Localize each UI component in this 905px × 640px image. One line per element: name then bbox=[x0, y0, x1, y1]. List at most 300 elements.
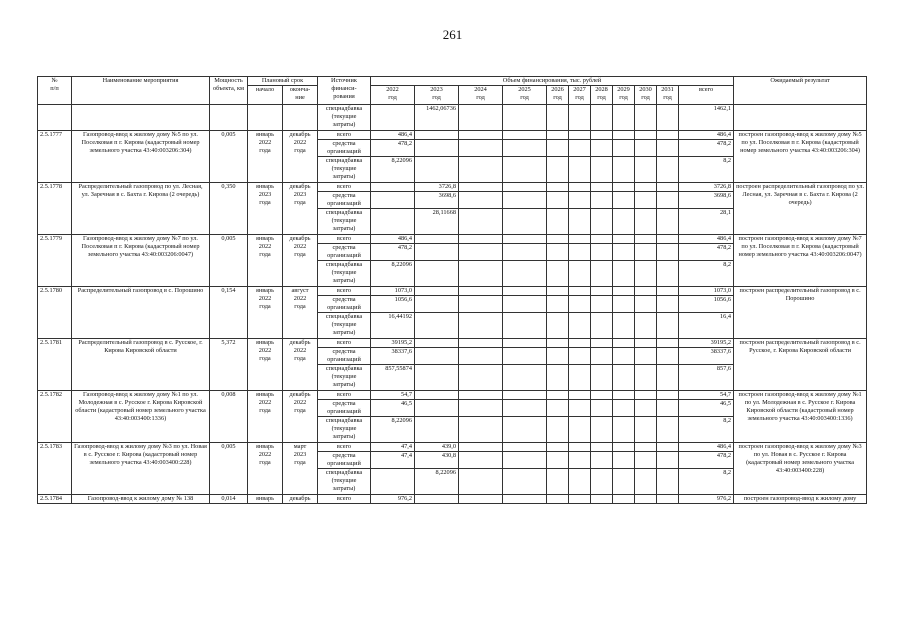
year-value bbox=[657, 313, 679, 339]
year-value bbox=[503, 105, 547, 131]
project-name: Распределительный газопровод в с. Русское, г. Кирова Кировской области bbox=[72, 339, 210, 391]
year-value bbox=[591, 339, 613, 348]
header-year: 2025 год bbox=[503, 86, 547, 105]
year-value bbox=[547, 235, 569, 244]
year-value bbox=[569, 348, 591, 365]
year-value bbox=[547, 339, 569, 348]
year-value bbox=[503, 157, 547, 183]
year-value bbox=[503, 452, 547, 469]
year-value bbox=[459, 157, 503, 183]
total-value: 3726,8 bbox=[679, 183, 734, 192]
funding-source: всего bbox=[318, 339, 371, 348]
project-start: январь 2022 года bbox=[248, 235, 283, 287]
project-name: Газопровод-ввод к жилому дому №5 по ул. Поселковая п г. Кирова (кадастровый номер земельного участка 43:40:003206:304) bbox=[72, 131, 210, 183]
project-number: 2.5.1778 bbox=[38, 183, 72, 235]
year-value bbox=[459, 140, 503, 157]
year-value bbox=[569, 296, 591, 313]
year-value bbox=[371, 183, 415, 192]
total-value: 478,2 bbox=[679, 140, 734, 157]
year-value bbox=[635, 287, 657, 296]
total-value: 8,2 bbox=[679, 157, 734, 183]
year-value bbox=[503, 209, 547, 235]
total-value: 1073,0 bbox=[679, 287, 734, 296]
year-value bbox=[503, 400, 547, 417]
funding-source: средства организаций bbox=[318, 192, 371, 209]
total-value: 478,2 bbox=[679, 244, 734, 261]
project-capacity: 0,005 bbox=[210, 443, 248, 495]
year-value bbox=[547, 391, 569, 400]
year-value bbox=[569, 235, 591, 244]
project-capacity: 0,005 bbox=[210, 131, 248, 183]
year-value bbox=[613, 157, 635, 183]
year-value: 47,4 bbox=[371, 443, 415, 452]
year-value bbox=[459, 339, 503, 348]
year-value bbox=[415, 140, 459, 157]
year-value bbox=[415, 131, 459, 140]
year-value bbox=[415, 365, 459, 391]
year-value bbox=[459, 287, 503, 296]
year-value bbox=[569, 495, 591, 504]
year-value: 1073,0 bbox=[371, 287, 415, 296]
year-value bbox=[635, 235, 657, 244]
expected-result: построен газопровод-ввод к жилому дому №1 по ул. Молодежная в с. Русское г. Кирова Кировской области (кадастровый номер земельного участка 43:40:003400:1336) bbox=[734, 391, 867, 443]
year-value bbox=[613, 192, 635, 209]
project-name: Газопровод-ввод к жилому дому №3 по ул. Новая в с. Русское г. Кирова (кадастровый номер земельного участка 43:40:003400:228) bbox=[72, 443, 210, 495]
funding-source: спецнадбавка (текущие затраты) bbox=[318, 417, 371, 443]
year-value bbox=[371, 209, 415, 235]
year-value bbox=[569, 313, 591, 339]
year-value bbox=[591, 140, 613, 157]
year-value bbox=[371, 192, 415, 209]
header-end: оконча- ние bbox=[283, 86, 318, 105]
header-num: № п/п bbox=[38, 77, 72, 105]
total-value: 3698,6 bbox=[679, 192, 734, 209]
year-value bbox=[415, 391, 459, 400]
header-year: 2022 год bbox=[371, 86, 415, 105]
year-value: 857,55874 bbox=[371, 365, 415, 391]
year-value bbox=[635, 443, 657, 452]
total-value: 8,2 bbox=[679, 417, 734, 443]
total-value: 54,7 bbox=[679, 391, 734, 400]
header-start: начало bbox=[248, 86, 283, 105]
year-value bbox=[459, 452, 503, 469]
year-value bbox=[613, 339, 635, 348]
project-start: январь 2022 года bbox=[248, 443, 283, 495]
year-value bbox=[547, 183, 569, 192]
project-start: январь 2022 года bbox=[248, 287, 283, 339]
year-value bbox=[591, 131, 613, 140]
year-value bbox=[591, 469, 613, 495]
project-start: январь 2022 года bbox=[248, 339, 283, 391]
total-value: 28,1 bbox=[679, 209, 734, 235]
total-value: 486,4 bbox=[679, 443, 734, 452]
year-value bbox=[569, 400, 591, 417]
project-end: декабрь 2022 года bbox=[283, 131, 318, 183]
year-value: 3698,6 bbox=[415, 192, 459, 209]
year-value bbox=[635, 365, 657, 391]
financing-table bbox=[37, 76, 867, 504]
year-value bbox=[547, 313, 569, 339]
year-value bbox=[635, 157, 657, 183]
funding-source: спецнадбавка (текущие затраты) bbox=[318, 157, 371, 183]
project-capacity: 0,008 bbox=[210, 391, 248, 443]
funding-source: спецнадбавка (текущие затраты) bbox=[318, 105, 371, 131]
year-value: 1056,6 bbox=[371, 296, 415, 313]
carry-over-row bbox=[38, 105, 867, 131]
total-value: 46,5 bbox=[679, 400, 734, 417]
project-start: январь 2022 года bbox=[248, 391, 283, 443]
year-value bbox=[613, 452, 635, 469]
year-value bbox=[569, 339, 591, 348]
year-value bbox=[613, 131, 635, 140]
project-start: январь 2022 года bbox=[248, 131, 283, 183]
year-value bbox=[547, 452, 569, 469]
year-value bbox=[613, 183, 635, 192]
year-value bbox=[547, 244, 569, 261]
year-value bbox=[591, 261, 613, 287]
funding-source: всего bbox=[318, 183, 371, 192]
total-value: 8,2 bbox=[679, 261, 734, 287]
empty-cell bbox=[210, 105, 248, 131]
project-name: Газопровод-ввод к жилому дому № 138 bbox=[72, 495, 210, 504]
year-value bbox=[635, 495, 657, 504]
year-value bbox=[635, 140, 657, 157]
expected-result: построен распределительный газопровод в с. Порошино bbox=[734, 287, 867, 339]
year-value: 46,5 bbox=[371, 400, 415, 417]
year-value bbox=[503, 244, 547, 261]
empty-cell bbox=[283, 105, 318, 131]
year-value bbox=[657, 235, 679, 244]
year-value bbox=[591, 417, 613, 443]
year-value bbox=[613, 469, 635, 495]
year-value bbox=[415, 417, 459, 443]
year-value bbox=[657, 209, 679, 235]
total-value: 38337,6 bbox=[679, 348, 734, 365]
year-value bbox=[569, 131, 591, 140]
year-value bbox=[569, 391, 591, 400]
year-value bbox=[569, 365, 591, 391]
total-value: 486,4 bbox=[679, 131, 734, 140]
year-value bbox=[415, 287, 459, 296]
year-value bbox=[415, 348, 459, 365]
year-value: 3726,8 bbox=[415, 183, 459, 192]
project-capacity: 0,005 bbox=[210, 235, 248, 287]
year-value bbox=[569, 192, 591, 209]
table-row bbox=[38, 287, 867, 296]
table-row bbox=[38, 391, 867, 400]
year-value: 478,2 bbox=[371, 244, 415, 261]
year-value bbox=[503, 443, 547, 452]
year-value bbox=[657, 287, 679, 296]
year-value bbox=[459, 131, 503, 140]
year-value bbox=[459, 443, 503, 452]
year-value bbox=[613, 261, 635, 287]
year-value bbox=[635, 313, 657, 339]
funding-source: всего bbox=[318, 235, 371, 244]
year-value bbox=[635, 183, 657, 192]
total-value: 8,2 bbox=[679, 469, 734, 495]
year-value bbox=[657, 105, 679, 131]
year-value bbox=[613, 391, 635, 400]
year-value bbox=[635, 261, 657, 287]
project-capacity: 0,154 bbox=[210, 287, 248, 339]
year-value bbox=[613, 140, 635, 157]
header-year: 2026 год bbox=[547, 86, 569, 105]
header-year: 2027 год bbox=[569, 86, 591, 105]
year-value bbox=[635, 209, 657, 235]
year-value bbox=[459, 417, 503, 443]
year-value bbox=[415, 261, 459, 287]
year-value bbox=[635, 105, 657, 131]
year-value bbox=[613, 443, 635, 452]
table-row bbox=[38, 235, 867, 244]
year-value bbox=[415, 400, 459, 417]
project-capacity: 5,372 bbox=[210, 339, 248, 391]
year-value bbox=[415, 157, 459, 183]
year-value bbox=[657, 400, 679, 417]
year-value bbox=[547, 417, 569, 443]
funding-source: средства организаций bbox=[318, 452, 371, 469]
project-name: Газопровод-ввод к жилому дому №1 по ул. Молодежная в с. Русское г. Кирова Кировской области (кадастровый номер земельного участка 43:40:003400:1336) bbox=[72, 391, 210, 443]
project-number: 2.5.1782 bbox=[38, 391, 72, 443]
header-period: Плановый срок bbox=[248, 77, 318, 86]
year-value bbox=[459, 391, 503, 400]
project-end: декабрь bbox=[283, 495, 318, 504]
year-value bbox=[415, 244, 459, 261]
year-value bbox=[657, 183, 679, 192]
project-capacity: 0,350 bbox=[210, 183, 248, 235]
year-value bbox=[459, 192, 503, 209]
year-value bbox=[613, 209, 635, 235]
year-value bbox=[459, 235, 503, 244]
project-capacity: 0,014 bbox=[210, 495, 248, 504]
year-value bbox=[591, 296, 613, 313]
year-value bbox=[657, 157, 679, 183]
year-value bbox=[591, 105, 613, 131]
funding-source: средства организаций bbox=[318, 140, 371, 157]
header-year: 2024 год bbox=[459, 86, 503, 105]
year-value: 486,4 bbox=[371, 235, 415, 244]
total-value: 1462,1 bbox=[679, 105, 734, 131]
year-value bbox=[547, 495, 569, 504]
year-value bbox=[547, 209, 569, 235]
year-value bbox=[569, 452, 591, 469]
year-value bbox=[459, 296, 503, 313]
empty-cell bbox=[734, 105, 867, 131]
year-value bbox=[657, 131, 679, 140]
year-value bbox=[635, 391, 657, 400]
project-start: январь bbox=[248, 495, 283, 504]
year-value bbox=[503, 348, 547, 365]
total-value: 478,2 bbox=[679, 452, 734, 469]
funding-source: спецнадбавка (текущие затраты) bbox=[318, 365, 371, 391]
year-value bbox=[635, 348, 657, 365]
year-value bbox=[591, 400, 613, 417]
year-value bbox=[569, 183, 591, 192]
project-end: декабрь 2022 года bbox=[283, 391, 318, 443]
year-value bbox=[459, 348, 503, 365]
funding-source: всего bbox=[318, 131, 371, 140]
year-value bbox=[547, 365, 569, 391]
total-value: 1056,6 bbox=[679, 296, 734, 313]
year-value bbox=[547, 157, 569, 183]
year-value bbox=[613, 495, 635, 504]
year-value bbox=[569, 157, 591, 183]
year-value bbox=[657, 339, 679, 348]
year-value bbox=[657, 365, 679, 391]
year-value bbox=[613, 244, 635, 261]
table-row bbox=[38, 495, 867, 504]
year-value: 8,22096 bbox=[415, 469, 459, 495]
year-value bbox=[591, 391, 613, 400]
year-value: 486,4 bbox=[371, 131, 415, 140]
year-value bbox=[591, 235, 613, 244]
year-value bbox=[613, 105, 635, 131]
year-value bbox=[503, 469, 547, 495]
year-value bbox=[415, 495, 459, 504]
total-value: 486,4 bbox=[679, 235, 734, 244]
funding-source: всего bbox=[318, 391, 371, 400]
year-value bbox=[547, 400, 569, 417]
expected-result: построен газопровод-ввод к жилому дому bbox=[734, 495, 867, 504]
year-value bbox=[591, 313, 613, 339]
project-number: 2.5.1777 bbox=[38, 131, 72, 183]
year-value: 16,44192 bbox=[371, 313, 415, 339]
funding-source: всего bbox=[318, 495, 371, 504]
year-value bbox=[547, 443, 569, 452]
year-value bbox=[503, 391, 547, 400]
year-value bbox=[547, 131, 569, 140]
project-number: 2.5.1781 bbox=[38, 339, 72, 391]
expected-result: построен газопровод-ввод к жилому дому №7 по ул. Поселковая п г. Кирова (кадастровый номер земельного участка 43:40:003206:0047) bbox=[734, 235, 867, 287]
year-value bbox=[547, 287, 569, 296]
year-value bbox=[591, 348, 613, 365]
year-value bbox=[635, 339, 657, 348]
year-value bbox=[613, 365, 635, 391]
page-number: 261 bbox=[442, 27, 463, 42]
total-value: 16,4 bbox=[679, 313, 734, 339]
year-value bbox=[657, 348, 679, 365]
year-value bbox=[591, 443, 613, 452]
funding-source: спецнадбавка (текущие затраты) bbox=[318, 261, 371, 287]
funding-source: средства организаций bbox=[318, 244, 371, 261]
year-value bbox=[591, 287, 613, 296]
total-value: 39195,2 bbox=[679, 339, 734, 348]
year-value bbox=[635, 131, 657, 140]
year-value bbox=[459, 495, 503, 504]
year-value bbox=[635, 417, 657, 443]
year-value bbox=[569, 417, 591, 443]
year-value bbox=[459, 261, 503, 287]
year-value bbox=[569, 443, 591, 452]
project-name: Газопровод-ввод к жилому дому №7 по ул. Поселковая п г. Кирова (кадастровый номер земельного участка 43:40:003206:0047) bbox=[72, 235, 210, 287]
year-value bbox=[503, 339, 547, 348]
project-end: декабрь 2022 года bbox=[283, 235, 318, 287]
empty-cell bbox=[72, 105, 210, 131]
table-row bbox=[38, 131, 867, 140]
year-value: 439,0 bbox=[415, 443, 459, 452]
project-number: 2.5.1784 bbox=[38, 495, 72, 504]
header-year: 2030 год bbox=[635, 86, 657, 105]
project-number: 2.5.1779 bbox=[38, 235, 72, 287]
year-value bbox=[635, 452, 657, 469]
year-value bbox=[613, 348, 635, 365]
header-source: Источник финанси- рования bbox=[318, 77, 371, 105]
year-value bbox=[613, 417, 635, 443]
year-value bbox=[503, 192, 547, 209]
year-value bbox=[569, 287, 591, 296]
year-value bbox=[635, 469, 657, 495]
year-value bbox=[415, 235, 459, 244]
project-end: август 2022 года bbox=[283, 287, 318, 339]
year-value: 28,11668 bbox=[415, 209, 459, 235]
year-value bbox=[569, 469, 591, 495]
year-value bbox=[459, 105, 503, 131]
year-value bbox=[459, 400, 503, 417]
year-value bbox=[657, 452, 679, 469]
project-number: 2.5.1783 bbox=[38, 443, 72, 495]
year-value bbox=[613, 400, 635, 417]
project-end: март 2023 года bbox=[283, 443, 318, 495]
year-value bbox=[503, 296, 547, 313]
empty-cell bbox=[38, 105, 72, 131]
year-value: 38337,6 bbox=[371, 348, 415, 365]
year-value bbox=[459, 469, 503, 495]
year-value bbox=[613, 287, 635, 296]
project-end: декабрь 2023 года bbox=[283, 183, 318, 235]
year-value bbox=[657, 140, 679, 157]
year-value: 1462,06736 bbox=[415, 105, 459, 131]
year-value bbox=[503, 365, 547, 391]
header-year: 2028 год bbox=[591, 86, 613, 105]
table-row bbox=[38, 443, 867, 452]
year-value bbox=[657, 417, 679, 443]
year-value: 47,4 bbox=[371, 452, 415, 469]
header-year: 2029 год bbox=[613, 86, 635, 105]
expected-result: построен газопровод-ввод к жилому дому №3 по ул. Новая в с. Русское г. Кирова (кадастровый номер земельного участка 43:40:003400:228) bbox=[734, 443, 867, 495]
year-value bbox=[635, 296, 657, 313]
year-value bbox=[657, 469, 679, 495]
year-value bbox=[459, 313, 503, 339]
year-value bbox=[547, 348, 569, 365]
expected-result: построен распределительный газопровод по ул. Лесная, ул. Заречная в с. Бахта г. Кирова (2 очередь) bbox=[734, 183, 867, 235]
total-value: 976,2 bbox=[679, 495, 734, 504]
table-row bbox=[38, 183, 867, 192]
project-name: Распределительный газопровод по ул. Лесная, ул. Заречная в с. Бахта г. Кирова (2 очередь) bbox=[72, 183, 210, 235]
year-value bbox=[415, 296, 459, 313]
expected-result: построен газопровод-ввод к жилому дому №5 по ул. Поселковая п г. Кирова (кадастровый номер земельного участка 43:40:003206:304) bbox=[734, 131, 867, 183]
year-value: 54,7 bbox=[371, 391, 415, 400]
expected-result: построен распределительный газопровод в с. Русское, г. Кирова Кировской области bbox=[734, 339, 867, 391]
year-value bbox=[657, 391, 679, 400]
year-value bbox=[613, 235, 635, 244]
year-value: 39195,2 bbox=[371, 339, 415, 348]
header-name: Наименование мероприятия bbox=[72, 77, 210, 105]
year-value bbox=[613, 313, 635, 339]
project-name: Распределительный газопровод в с. Порошино bbox=[72, 287, 210, 339]
year-value bbox=[657, 495, 679, 504]
year-value bbox=[591, 244, 613, 261]
funding-source: средства организаций bbox=[318, 400, 371, 417]
year-value bbox=[635, 244, 657, 261]
year-value: 8,22096 bbox=[371, 157, 415, 183]
year-value bbox=[371, 105, 415, 131]
year-value bbox=[503, 235, 547, 244]
year-value bbox=[459, 183, 503, 192]
funding-source: спецнадбавка (текущие затраты) bbox=[318, 313, 371, 339]
year-value bbox=[569, 209, 591, 235]
year-value bbox=[569, 140, 591, 157]
